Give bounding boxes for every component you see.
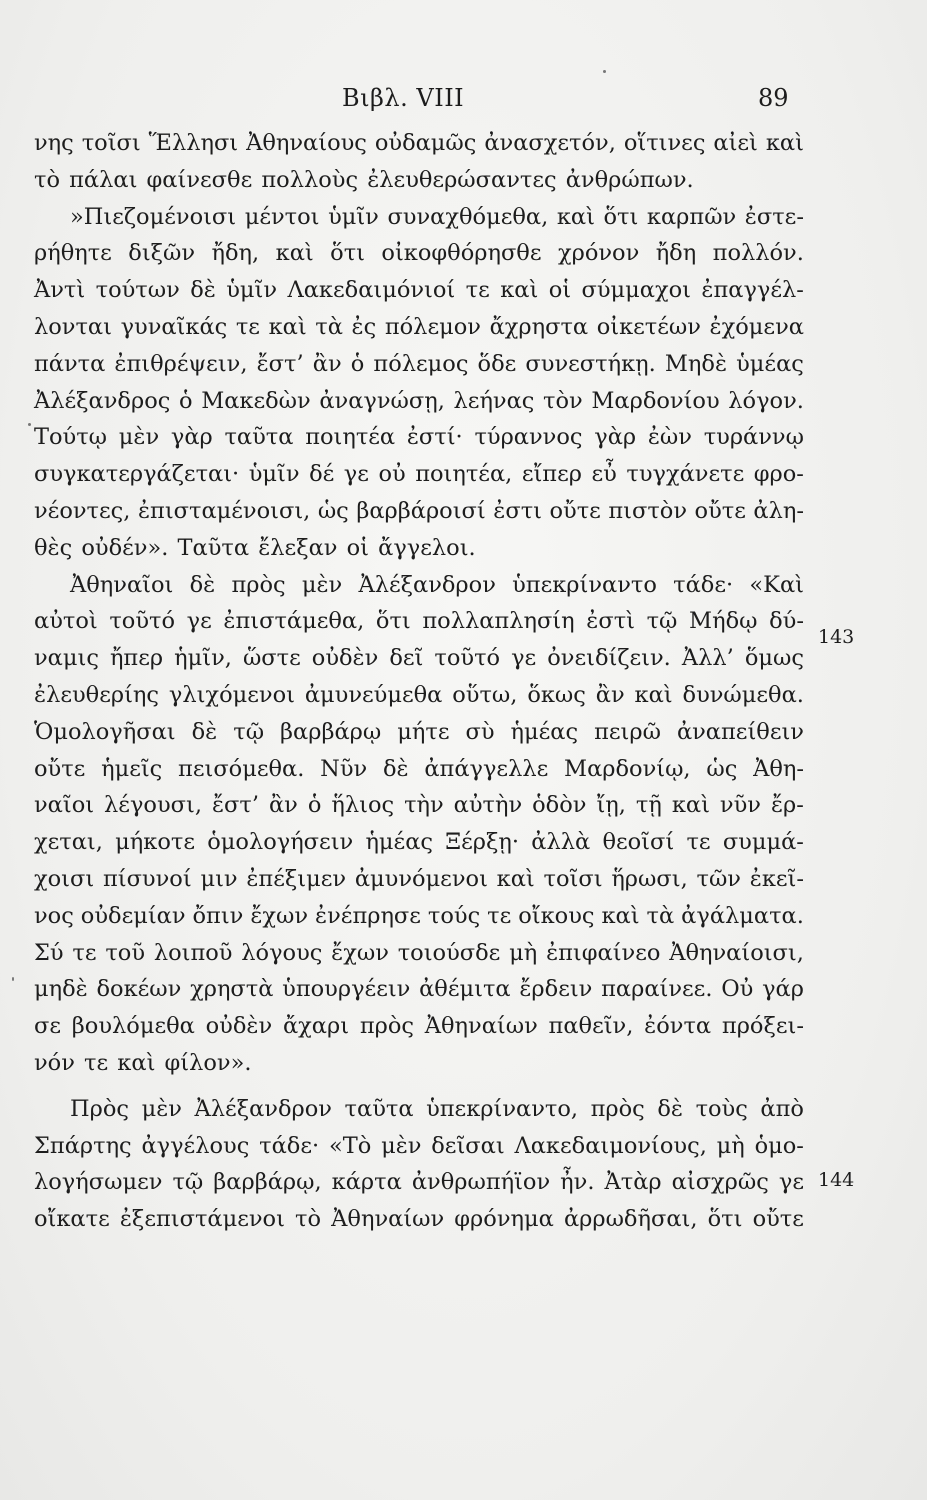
word: ἔχων [250, 902, 309, 929]
word: καὶ [671, 792, 710, 819]
text-line [34, 603, 804, 640]
word: θεοῖσί [602, 829, 675, 856]
word: πεισόμεθα. [178, 755, 305, 782]
word: συναχθόμεθα, [387, 203, 549, 230]
word: ὅμως [744, 645, 804, 672]
text-line [34, 493, 804, 530]
text-line [34, 419, 804, 456]
word: ἂν [312, 350, 342, 377]
word: ἐς [351, 313, 377, 340]
word: Ἀθηναίων [424, 1013, 538, 1040]
word: λέγουσι, [104, 792, 202, 819]
word: τὴν [404, 792, 444, 819]
word: ἔρδειν [519, 976, 593, 1003]
text-line: τὸ πάλαι φαίνεσθε πολλοὺς ἐλευθερώσαντες ἀνθρώπων. [34, 166, 694, 193]
word: συμμά- [722, 829, 804, 856]
word: Σπάρτης [34, 1132, 132, 1159]
word: οἰκετέων [596, 313, 701, 340]
word: ὑπουργέειν [282, 976, 411, 1003]
word: βαρβάρῳ, [213, 1169, 322, 1196]
word: ἀρρωδῆσαι, [563, 1206, 698, 1233]
text-line [34, 677, 804, 714]
word: οἵτινες [623, 130, 706, 156]
word: ἀμυνεύμεθα [304, 681, 443, 708]
word: τοῖσι [543, 865, 603, 892]
word: τῶν [696, 865, 741, 892]
word: οἴκατε [34, 1206, 110, 1233]
word: οὔτε [752, 1206, 804, 1233]
word: Ἀλλ’ [681, 645, 734, 672]
word: τοὺς [695, 1095, 748, 1122]
word: τοῦ [105, 939, 145, 966]
word: μὴ [509, 939, 538, 966]
word: δὲ [657, 1095, 683, 1122]
word: τοιούσδε [397, 939, 501, 966]
word: τοῦτό [109, 608, 176, 635]
word: μέντοι [244, 203, 320, 230]
word: ἦν. [560, 1169, 595, 1196]
text-line [34, 346, 804, 383]
word: μὲν [381, 1132, 422, 1159]
word: πειρῶ [594, 718, 661, 745]
word: Μακεδὼν [201, 387, 311, 414]
word: ἐπισταμένοισι, [137, 497, 311, 524]
text-line [34, 383, 804, 420]
word: ἤπερ [109, 645, 164, 672]
word: Ἀτὰρ [604, 1169, 662, 1196]
word: χεται, [34, 829, 103, 856]
word: γε [511, 645, 537, 672]
word: ἐκεῖ- [749, 865, 804, 892]
word: μήτε [397, 718, 450, 745]
word: γε [778, 1169, 804, 1196]
text-line [34, 1164, 804, 1201]
word: ἀγάλματα. [681, 902, 804, 929]
word: γυναῖκάς [120, 313, 228, 340]
word: ποιητέα, [415, 461, 513, 488]
word: ὅτι [375, 608, 411, 635]
word: ἥλιος [331, 792, 395, 819]
word: ἔστ’ [211, 792, 259, 819]
word: Ἀθηναίοισι, [669, 939, 804, 966]
word: ἐπιθρέψειν, [114, 350, 248, 377]
word: γε [186, 608, 212, 635]
word: τε [487, 902, 512, 929]
word: ὑπεκρίναντο, [426, 1095, 579, 1122]
word: Ἀλέξανδρον [194, 1095, 332, 1122]
word: ναμις [34, 645, 99, 672]
word: τοῦτό [434, 645, 501, 672]
word: ἀμυνόμενοι [354, 865, 488, 892]
word: νης [34, 130, 74, 156]
word: οὔτε [34, 755, 86, 782]
word: τὸν [543, 387, 583, 414]
word: ναῖοι [34, 792, 95, 819]
word: ἐόντα [644, 1013, 712, 1040]
text-line [34, 751, 804, 788]
word: ἐπέξιμεν [246, 865, 347, 892]
word: καὶ [496, 865, 535, 892]
word: ὁδὸν [532, 792, 587, 819]
word: ἀνασχετόν, [484, 130, 616, 156]
word: τοῖσι [81, 130, 141, 156]
word: Νῦν [320, 755, 368, 782]
word: οὐδὲν [205, 1013, 273, 1040]
word: ὁ [307, 792, 322, 819]
word: ἀλλὰ [531, 829, 591, 856]
text-line [34, 125, 804, 162]
word: καὶ [765, 130, 804, 156]
text-line [34, 1201, 804, 1238]
word: οὕτω, [452, 681, 518, 708]
word: ὄπιν [192, 902, 244, 929]
word: πίσυνοί [102, 865, 192, 892]
word: διξῶν [128, 240, 196, 267]
word: ὁμολογήσειν [207, 829, 354, 856]
word: γάρ [762, 976, 804, 1003]
word: καρπῶν [646, 203, 737, 230]
word: ὥστε [242, 645, 301, 672]
text-line [34, 898, 804, 935]
word: σε [34, 1013, 62, 1040]
greek-text-body [34, 125, 804, 1238]
word: ἴῃ, [596, 792, 626, 819]
word: ὁ [179, 387, 193, 414]
word: ρήθητε [34, 240, 112, 267]
word: Ἀθηναῖοι [70, 571, 174, 598]
word: πόλεμον [384, 313, 481, 340]
word: δὲ [190, 277, 216, 304]
word: ποιητέα [305, 424, 396, 451]
word: αἰσχρῶς [671, 1169, 769, 1196]
word: πρὸς [590, 1095, 645, 1122]
word: εἴπερ [521, 461, 582, 488]
word: οὐδεμίαν [80, 902, 186, 929]
word: τυράννῳ [703, 424, 804, 451]
word: ἐπαγγέλ- [701, 277, 804, 304]
word: Λακεδαιμόνιοί [287, 277, 456, 304]
word: Μήδῳ [689, 608, 758, 635]
word: ἤδη, [211, 240, 260, 267]
word: τάδε· [673, 571, 734, 598]
text-line: θὲς οὐδέν». Ταῦτα ἔλεξαν οἱ ἄγγελοι. [34, 534, 476, 561]
word: πάντα [34, 350, 106, 377]
word: αὐτὴν [453, 792, 523, 819]
word: γὰρ [170, 424, 213, 451]
word: ἐχόμενα [709, 313, 804, 340]
word: πρὸς [231, 571, 286, 598]
word: φρόνημα [454, 1206, 554, 1233]
word: οὐδαμῶς [374, 130, 477, 156]
word: τὰ [315, 313, 343, 340]
word: πρὸς [359, 1013, 414, 1040]
word: λοιποῦ [153, 939, 233, 966]
word: ἡμῖν, [174, 645, 232, 672]
page-number: 89 [758, 84, 789, 112]
word: ὑμῖν [248, 461, 300, 488]
word: λονται [34, 313, 112, 340]
word: Μαρδονίου [591, 387, 720, 414]
word: εὖ [591, 461, 617, 488]
word: παθεῖν, [548, 1013, 634, 1040]
word: οὐδὲν [311, 645, 379, 672]
word: γε [343, 461, 369, 488]
text-line: νόν τε καὶ φίλον». [34, 1049, 252, 1076]
word: γλιχόμενοι [168, 681, 295, 708]
word: ὑμῖν [226, 277, 278, 304]
word: μιν [200, 865, 238, 892]
word: δεῖσαι [431, 1132, 505, 1159]
word: ὅτι [603, 203, 639, 230]
word: Ὁμολογῆσαι [34, 718, 176, 745]
word: δὲ [189, 571, 216, 598]
word: δέ [309, 461, 335, 488]
word: ἂν [268, 792, 298, 819]
word: ἄχαρι [282, 1013, 350, 1040]
word: ἀπὸ [760, 1095, 804, 1122]
word: ὑμέας [736, 350, 804, 377]
word: ἐλευθερίης [34, 681, 160, 708]
page-speck [603, 70, 606, 73]
word: μὲν [141, 1095, 182, 1122]
text-line [34, 272, 804, 309]
word: Ἀλέξανδρον [358, 571, 496, 598]
word: τάδε· [259, 1132, 320, 1159]
word: κάρτα [331, 1169, 402, 1196]
text-line [34, 199, 804, 236]
text-line [34, 309, 804, 346]
text-line [34, 640, 804, 677]
word: Ἀντὶ [34, 277, 86, 304]
word: ἀναγνώσῃ, [319, 387, 445, 414]
word: ἡμεῖς [101, 755, 163, 782]
word: ἤδη [655, 240, 697, 267]
paragraph-gap [34, 1082, 804, 1091]
word: ἐστε- [744, 203, 804, 230]
word: αὐτοὶ [34, 608, 98, 635]
word: τῇ [635, 792, 662, 819]
page-speck [28, 423, 31, 426]
word: χρόνον [557, 240, 640, 267]
text-line [34, 1128, 804, 1165]
word: μὲν [118, 424, 160, 451]
word: Μαρδονίῳ, [564, 755, 691, 782]
word: βαρβάροισί [356, 497, 486, 524]
word: Λακεδαιμονίους, [514, 1132, 707, 1159]
word: τε [465, 277, 490, 304]
word: καὶ [275, 240, 314, 267]
word: τῷ [646, 608, 678, 635]
text-line [34, 1008, 804, 1045]
word: πολλόν. [712, 240, 804, 267]
text-line [34, 787, 804, 824]
page-speck [12, 977, 14, 981]
word: Οὐ [721, 976, 754, 1003]
word: Μηδὲ [664, 350, 728, 377]
word: ἄχρηστα [489, 313, 589, 340]
word: ἥρωσι, [611, 865, 688, 892]
word: λεήνας [453, 387, 535, 414]
word: ταῦτα [344, 1095, 414, 1122]
word: τῷ [233, 718, 265, 745]
word: συνεστήκῃ. [525, 350, 656, 377]
word: ἀναπείθειν [676, 718, 804, 745]
word: δεῖ [389, 645, 424, 672]
page-header [0, 84, 927, 114]
word: ἔστ’ [256, 350, 304, 377]
word: καὶ [500, 277, 539, 304]
word: τυγχάνετε [626, 461, 745, 488]
text-line [34, 824, 804, 861]
word: οἱ [548, 277, 572, 304]
word: καὶ [556, 203, 595, 230]
word: ἐὼν [647, 424, 692, 451]
word: ἡμέας [365, 829, 434, 856]
word: καὶ [268, 313, 307, 340]
word: οὔτε [694, 497, 746, 524]
text-line [34, 861, 804, 898]
word: παραίνεε. [601, 976, 713, 1003]
word: ἔχων [331, 939, 389, 966]
word: οὔτε [549, 497, 601, 524]
word: οἴκους [518, 902, 595, 929]
word: ὑπεκρίναντο [512, 571, 657, 598]
word: Πρὸς [70, 1095, 129, 1122]
word: ταῦτα [224, 424, 294, 451]
word: ἐξεπιστάμενοι [119, 1206, 285, 1233]
word: νῦν [719, 792, 761, 819]
word: τύραννος [474, 424, 583, 451]
word: χρηστὰ [190, 976, 274, 1003]
word: ἀθέμιτα [419, 976, 511, 1003]
word: ἡμέας [510, 718, 579, 745]
word: νος [34, 902, 74, 929]
text-line [34, 935, 804, 972]
text-line [34, 567, 804, 604]
word: τε [235, 313, 260, 340]
text-line [34, 456, 804, 493]
word: φρο- [753, 461, 804, 488]
word: ἂν [595, 681, 625, 708]
word: καὶ [601, 902, 640, 929]
section-number-144: 144 [818, 1169, 855, 1191]
word: οὐ [378, 461, 406, 488]
running-head: Βιβλ. VIII [342, 84, 465, 112]
word: ἀνθρωπήϊον [411, 1169, 551, 1196]
word: χοισι [34, 865, 95, 892]
word: γὰρ [594, 424, 637, 451]
word: ὡς [317, 497, 349, 524]
word: βαρβάρῳ [280, 718, 382, 745]
word: ὑμῖν [328, 203, 379, 230]
word: ὅτι [707, 1206, 743, 1233]
word: πολλαπλησίη [422, 608, 575, 635]
word: νέοντες, [34, 497, 131, 524]
word: βουλόμεθα [71, 1013, 195, 1040]
text-line [34, 235, 804, 272]
word: »Πιεζομένοισι [70, 203, 237, 230]
word: Ἀθηναίους [246, 130, 367, 156]
word: πιστὸν [608, 497, 687, 524]
word: ἐπιφαίνεο [546, 939, 661, 966]
word: αἰεὶ [713, 130, 758, 156]
word: ἐπιστάμεθα, [223, 608, 365, 635]
word: ἐστι [493, 497, 542, 524]
word: δοκέων [96, 976, 182, 1003]
word: ὡς [706, 755, 738, 782]
word: τούς [427, 902, 481, 929]
word: πρόξει- [721, 1013, 804, 1040]
word: ἐστὶ [586, 608, 635, 635]
word: Τούτῳ [34, 424, 108, 451]
word: λογήσωμεν [34, 1169, 163, 1196]
word: δύ- [769, 608, 804, 635]
word: τῷ [172, 1169, 204, 1196]
word: ἀγγέλους [141, 1132, 250, 1159]
text-line [34, 971, 804, 1008]
word: Ξέρξῃ· [445, 829, 520, 856]
word: ὅτι [330, 240, 365, 267]
word: ἔρ- [770, 792, 804, 819]
word: Σύ [34, 939, 64, 966]
word: λόγους [241, 939, 323, 966]
word: σὺ [465, 718, 495, 745]
text-line [34, 714, 804, 751]
word: «Καὶ [749, 571, 804, 598]
word: μήκοτε [115, 829, 195, 856]
word: Ἀθηναίων [331, 1206, 445, 1233]
section-number-143: 143 [818, 626, 855, 648]
word: Ἕλλησι [148, 130, 239, 156]
word: τούτων [95, 277, 180, 304]
word: δὲ [191, 718, 218, 745]
word: μηδὲ [34, 976, 88, 1003]
word: «Τὸ [328, 1132, 372, 1159]
word: ἐστί· [406, 424, 463, 451]
word: ἀλη- [753, 497, 804, 524]
word: δὲ [382, 755, 409, 782]
word: ὅδε [477, 350, 517, 377]
text-line [34, 1091, 804, 1128]
word: τὸ [295, 1206, 322, 1233]
word: μὴ [716, 1132, 745, 1159]
word: ἀπάγγελλε [424, 755, 549, 782]
word: τὰ [646, 902, 675, 929]
word: δυνώμεθα. [682, 681, 804, 708]
word: Ἀλέξανδρος [34, 387, 171, 414]
word: οἰκοφθόρησθε [381, 240, 542, 267]
word: ὁ [350, 350, 365, 377]
word: σύμμαχοι [581, 277, 691, 304]
word: μὲν [301, 571, 343, 598]
word: ὁμο- [754, 1132, 804, 1159]
word: τε [686, 829, 711, 856]
word: καὶ [634, 681, 673, 708]
word: λόγον. [728, 387, 804, 414]
word: πόλεμος [373, 350, 469, 377]
word: ἐνέπρησε [315, 902, 421, 929]
word: Ἀθη- [753, 755, 804, 782]
word: συγκατεργάζεται· [34, 461, 240, 488]
word: ὀνειδίζειν. [547, 645, 671, 672]
word: τε [72, 939, 97, 966]
word: ὅκως [527, 681, 586, 708]
